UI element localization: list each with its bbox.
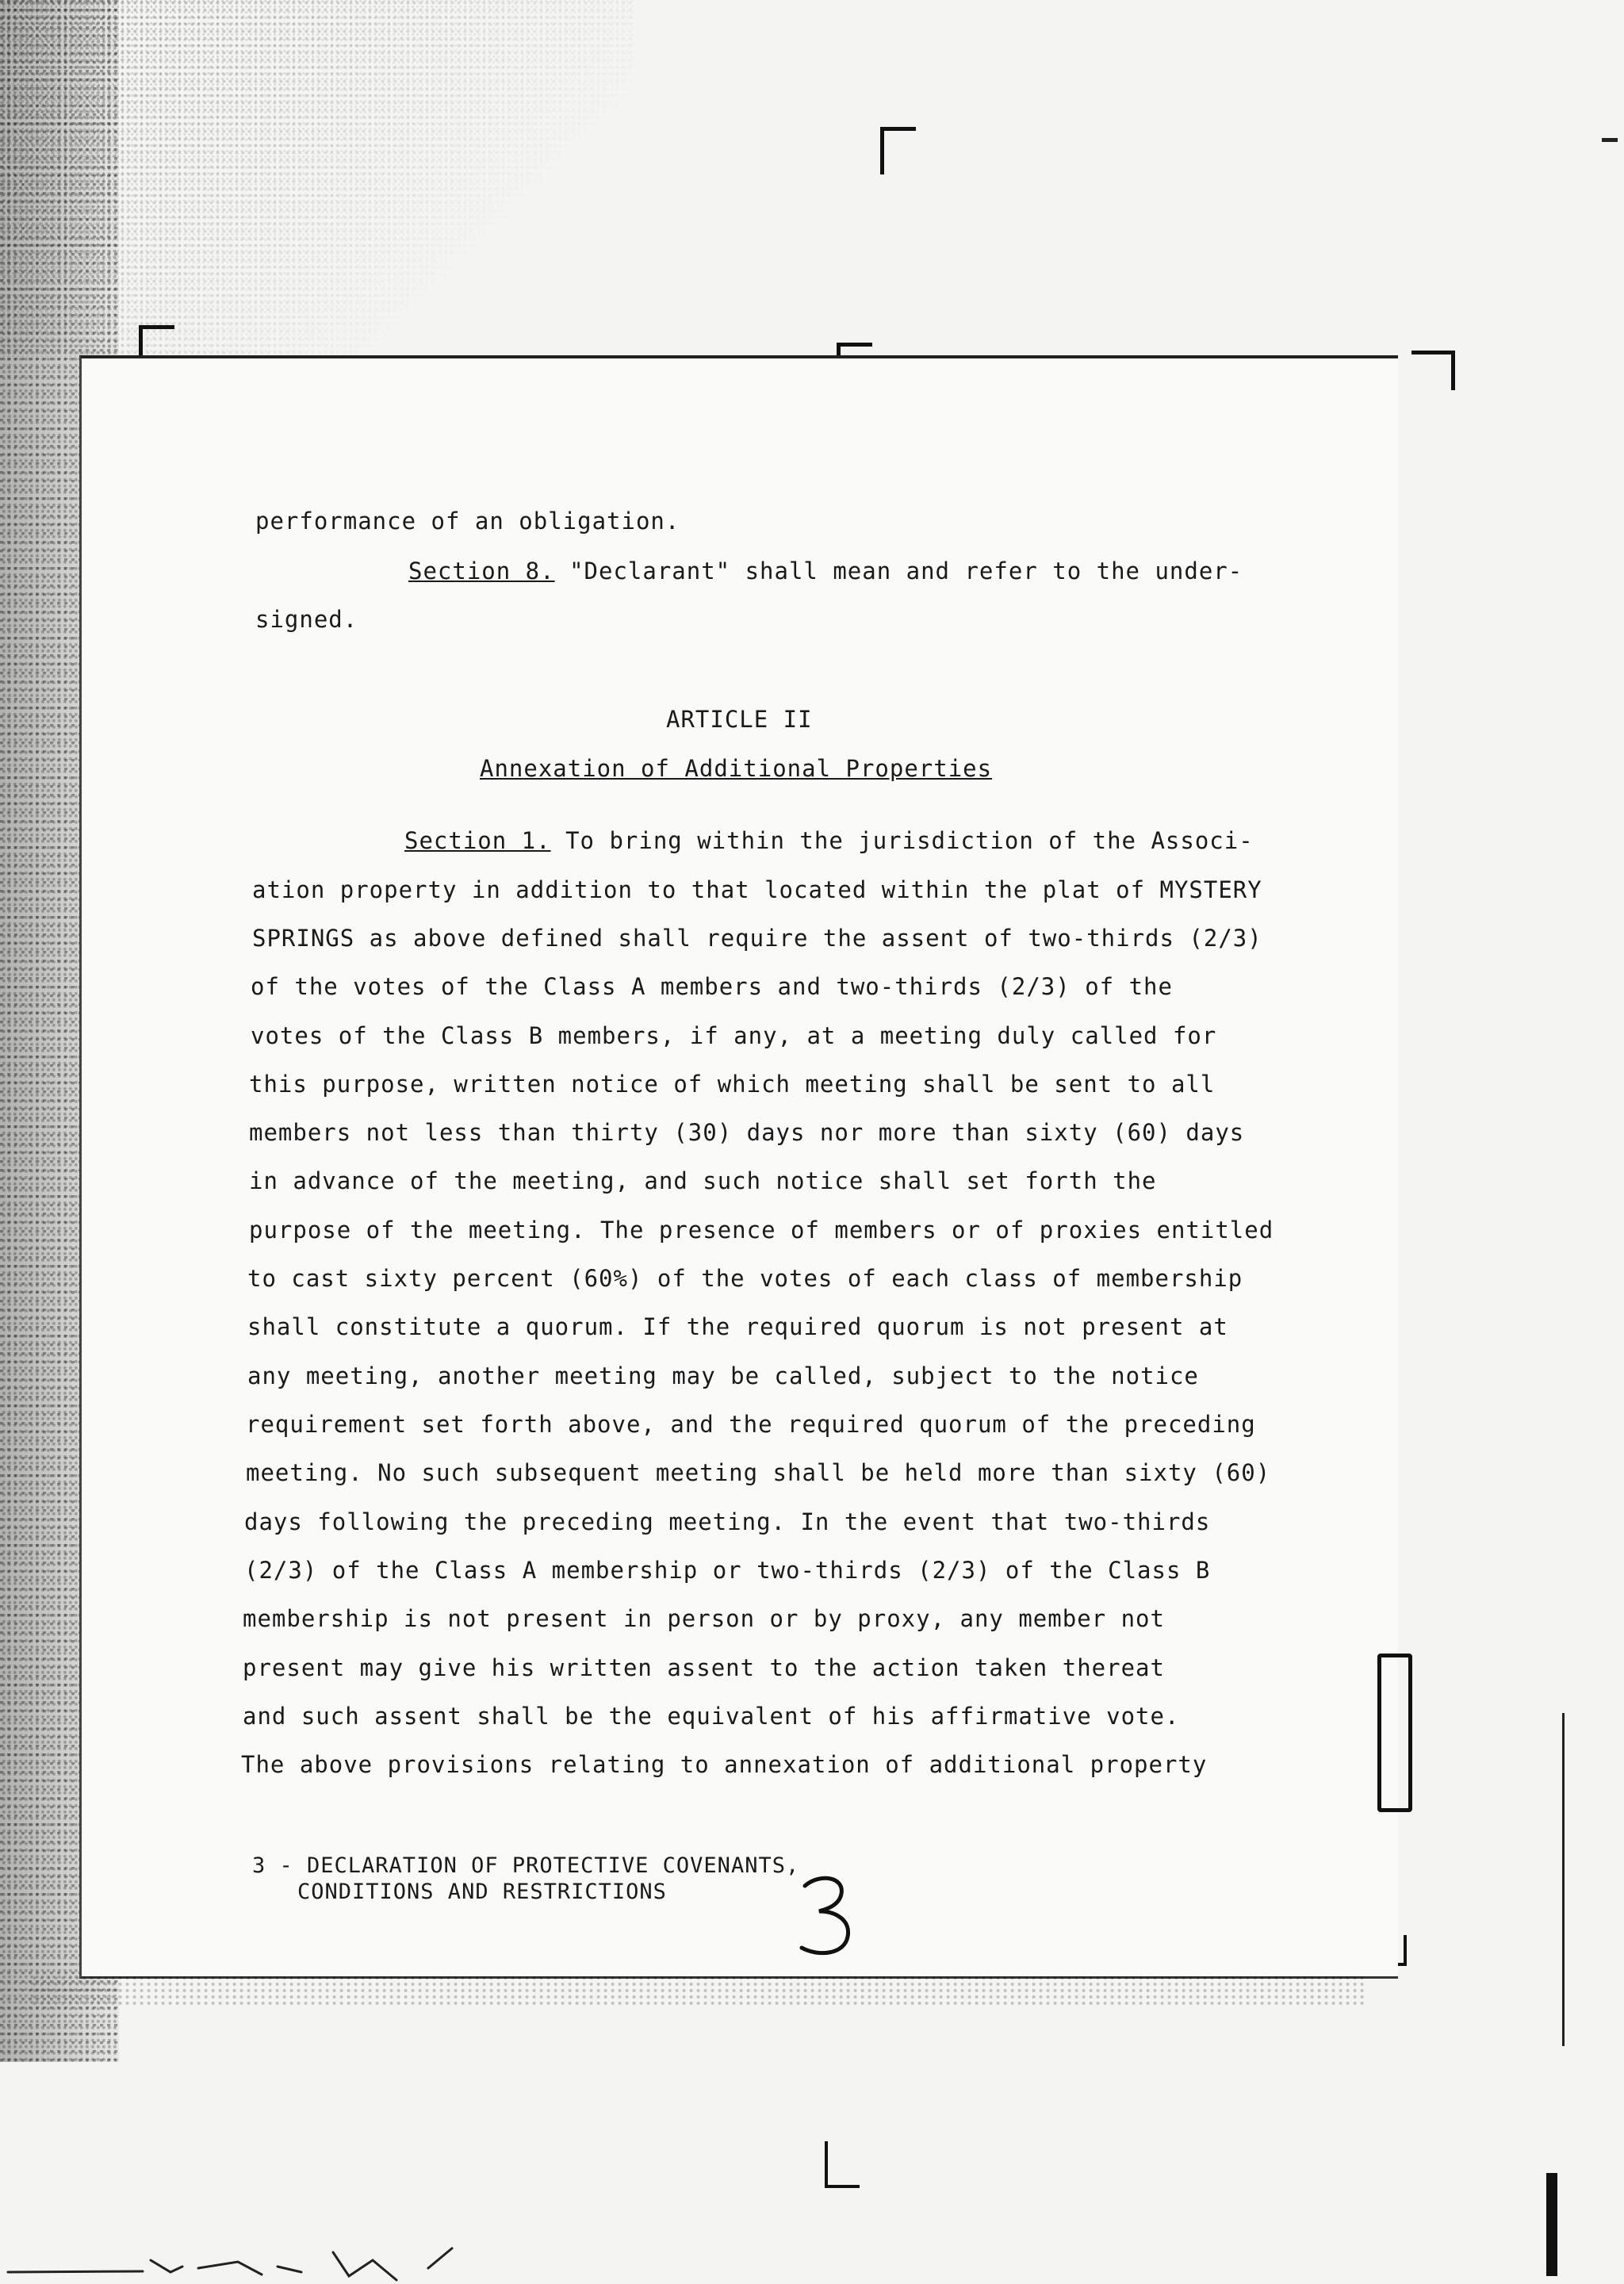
footer-line-2: CONDITIONS AND RESTRICTIONS	[297, 1880, 667, 1904]
scan-noise-bottom	[32, 1975, 1364, 2006]
text-line: shall constitute a quorum. If the required quorum is not present at	[247, 1313, 1228, 1340]
section-1-line	[404, 827, 1254, 854]
text-line: (2/3) of the Class A membership or two-thirds (2/3) of the Class B	[244, 1557, 1211, 1584]
margin-bracket-box	[1377, 1654, 1412, 1812]
bottom-scribble-graphic	[0, 2236, 555, 2284]
text-line-signed: signed.	[255, 606, 358, 633]
section-8-text: "Declarant" shall mean and refer to the under-	[554, 558, 1243, 584]
crop-mark-top-center	[880, 127, 916, 174]
section-1-text: To bring within the jurisdiction of the Associ-	[550, 827, 1254, 854]
text-line: ation property in addition to that located within the plat of MYSTERY	[252, 876, 1262, 903]
section-1-heading: Section 1.	[404, 827, 551, 854]
text-line: days following the preceding meeting. In the event that two-thirds	[244, 1508, 1211, 1535]
handwritten-page-number-graphic	[795, 1872, 859, 1959]
text-line: members not less than thirty (30) days nor more than sixty (60) days	[249, 1119, 1245, 1146]
section-8-line	[408, 558, 1243, 584]
crop-mark-bottom-center	[825, 2141, 860, 2188]
text-line: in advance of the meeting, and such notice shall set forth the	[249, 1167, 1157, 1194]
text-line: any meeting, another meeting may be called, subject to the notice	[247, 1362, 1199, 1389]
margin-rule-lower	[1546, 2173, 1557, 2276]
footer-line-1: 3 - DECLARATION OF PROTECTIVE COVENANTS,	[252, 1853, 800, 1878]
article-title: Annexation of Additional Properties	[480, 755, 993, 782]
text-line: and such assent shall be the equivalent of his affirmative vote.	[243, 1703, 1180, 1730]
text-line: purpose of the meeting. The presence of members or of proxies entitled	[249, 1217, 1274, 1244]
text-line: this purpose, written notice of which meeting shall be sent to all	[249, 1071, 1216, 1098]
margin-rule-upper	[1562, 1713, 1565, 2046]
crop-mark-top-right	[1411, 351, 1455, 390]
scan-noise-top	[0, 0, 634, 357]
text-line: votes of the Class B members, if any, at a meeting duly called for	[251, 1022, 1217, 1049]
text-line: SPRINGS as above defined shall require the assent of two-thirds (2/3)	[252, 925, 1262, 952]
text-line: membership is not present in person or by proxy, any member not	[243, 1605, 1165, 1632]
text-line: to cast sixty percent (60%) of the votes of each class of membership	[247, 1265, 1243, 1292]
section-8-heading: Section 8.	[408, 558, 555, 584]
article-heading: ARTICLE II	[666, 706, 813, 733]
text-line: requirement set forth above, and the required quorum of the preceding	[246, 1411, 1256, 1438]
text-line-1: performance of an obligation.	[255, 508, 680, 535]
text-line: The above provisions relating to annexation of additional property	[241, 1751, 1208, 1778]
text-line: present may give his written assent to the action taken thereat	[243, 1654, 1165, 1681]
text-line: meeting. No such subsequent meeting shall be held more than sixty (60)	[246, 1459, 1271, 1486]
edge-dash	[1602, 138, 1618, 142]
text-line: of the votes of the Class A members and two-thirds (2/3) of the	[251, 973, 1173, 1000]
